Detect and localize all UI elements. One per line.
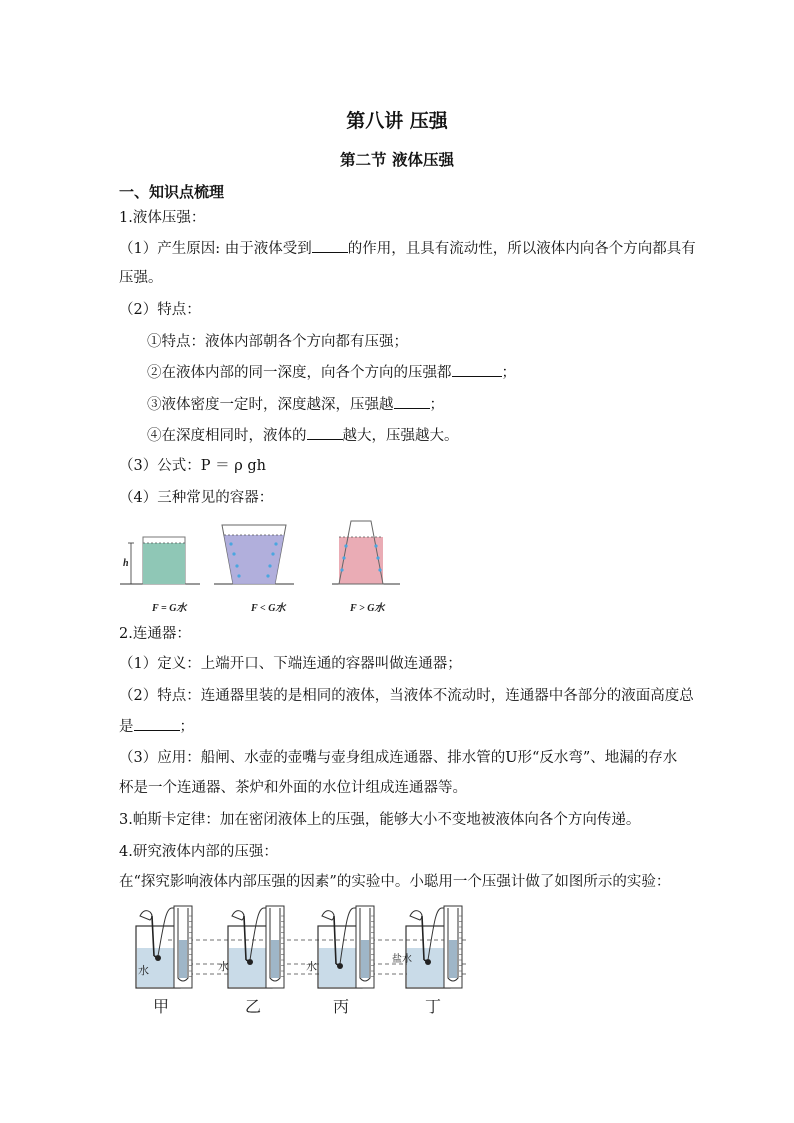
liquid-green <box>143 543 185 584</box>
item3-pascal-law: 3.帕斯卡定律：加在密闭液体上的压强，能够大小不变地被液体向各个方向传递。 <box>119 812 641 828</box>
hand-icon <box>322 911 334 920</box>
text: ③液体密度一定时，深度越深，压强越 <box>147 397 394 413</box>
item1-paragraph1-cont: 压强。 <box>119 270 163 286</box>
pressure-gauge-unit <box>406 906 462 988</box>
text: ； <box>429 397 444 413</box>
liquid-label: 水 <box>138 964 149 977</box>
text: ； <box>179 719 194 735</box>
liquid-label: 水 <box>306 960 317 973</box>
text: 是 <box>119 719 134 735</box>
feature-2 <box>147 362 516 383</box>
caption-less: F < G水 <box>251 603 286 614</box>
liquid-pink <box>339 537 383 584</box>
pressure-gauge-unit <box>318 906 374 988</box>
item1-formula: （3）公式：P ＝ ρ gh <box>119 458 266 474</box>
feature-1: ①特点：液体内部朝各个方向都有压强； <box>147 334 408 350</box>
feature-3 <box>147 394 444 415</box>
manometer-liquid <box>449 940 457 978</box>
text: （1）产生原因: 由于液体受到 <box>119 241 312 257</box>
beaker-liquid <box>407 948 449 987</box>
stage-label-jia: 甲 <box>153 997 170 1016</box>
item2-application-cont: 杯是一个连通器、茶炉和外面的水位计组成连通器等。 <box>119 780 467 796</box>
item2-title: 2.连通器： <box>119 626 191 642</box>
stage-label-yi: 乙 <box>245 997 262 1016</box>
liquid-label: 水 <box>218 960 229 973</box>
item2-feature: （2）特点：连通器里装的是相同的液体，当液体不流动时，连通器中各部分的液面高度总 <box>119 688 694 704</box>
liquid-label: 盐水 <box>392 954 412 965</box>
text: ②在液体内部的同一深度，向各个方向的压强都 <box>147 365 452 381</box>
item1-paragraph1 <box>119 238 696 259</box>
item4-title: 4.研究液体内部的压强： <box>119 844 278 860</box>
text: ④在深度相同时，液体的 <box>147 428 307 444</box>
item4-description: 在“探究影响液体内部压强的因素”的实验中。小聪用一个压强计做了如图所示的实验： <box>119 874 671 890</box>
section-heading: 一、知识点梳理 <box>119 183 225 201</box>
experiment-figure <box>128 902 488 992</box>
item2-definition: （1）定义：上端开口、下端连通的容器叫做连通器； <box>119 656 462 672</box>
feature-4 <box>147 425 459 446</box>
container-narrow-top <box>332 521 400 584</box>
page-subtitle: 第二节 液体压强 <box>340 150 454 169</box>
hand-icon <box>410 911 422 920</box>
height-label: h <box>123 558 129 569</box>
liquid-purple <box>224 535 284 584</box>
item1-title: 1.液体压强： <box>119 210 206 226</box>
item2-feature-cont <box>119 716 194 737</box>
pressure-gauge-unit <box>228 906 284 988</box>
text: 越大，压强越大。 <box>342 428 459 444</box>
caption-greater: F > G水 <box>350 603 385 614</box>
fill-blank <box>134 716 180 731</box>
text: 的作用，且具有流动性，所以液体内向各个方向都具有 <box>347 241 696 257</box>
fill-blank <box>452 362 502 377</box>
manometer-liquid <box>361 940 369 978</box>
manometer-liquid <box>179 940 187 978</box>
page-title: 第八讲 压强 <box>346 110 448 132</box>
fill-blank <box>394 394 430 409</box>
item1-paragraph2: （2）特点： <box>119 302 201 318</box>
hand-icon <box>232 911 244 920</box>
caption-equal: F = G水 <box>152 603 187 614</box>
beaker-liquid <box>229 948 271 987</box>
container-wide-top <box>214 525 294 584</box>
fill-blank <box>307 425 343 440</box>
item2-application: （3）应用：船闸、水壶的壶嘴与壶身组成连通器、排水管的U形“反水弯”、地漏的存水 <box>119 750 678 766</box>
hand-icon <box>140 911 152 920</box>
container-cylinder <box>120 537 200 584</box>
fill-blank <box>312 238 348 253</box>
stage-label-ding: 丁 <box>425 997 442 1016</box>
text: ； <box>501 365 516 381</box>
manometer-liquid <box>271 940 279 978</box>
item1-containers: （4）三种常见的容器： <box>119 490 274 506</box>
stage-label-bing: 丙 <box>333 997 350 1016</box>
